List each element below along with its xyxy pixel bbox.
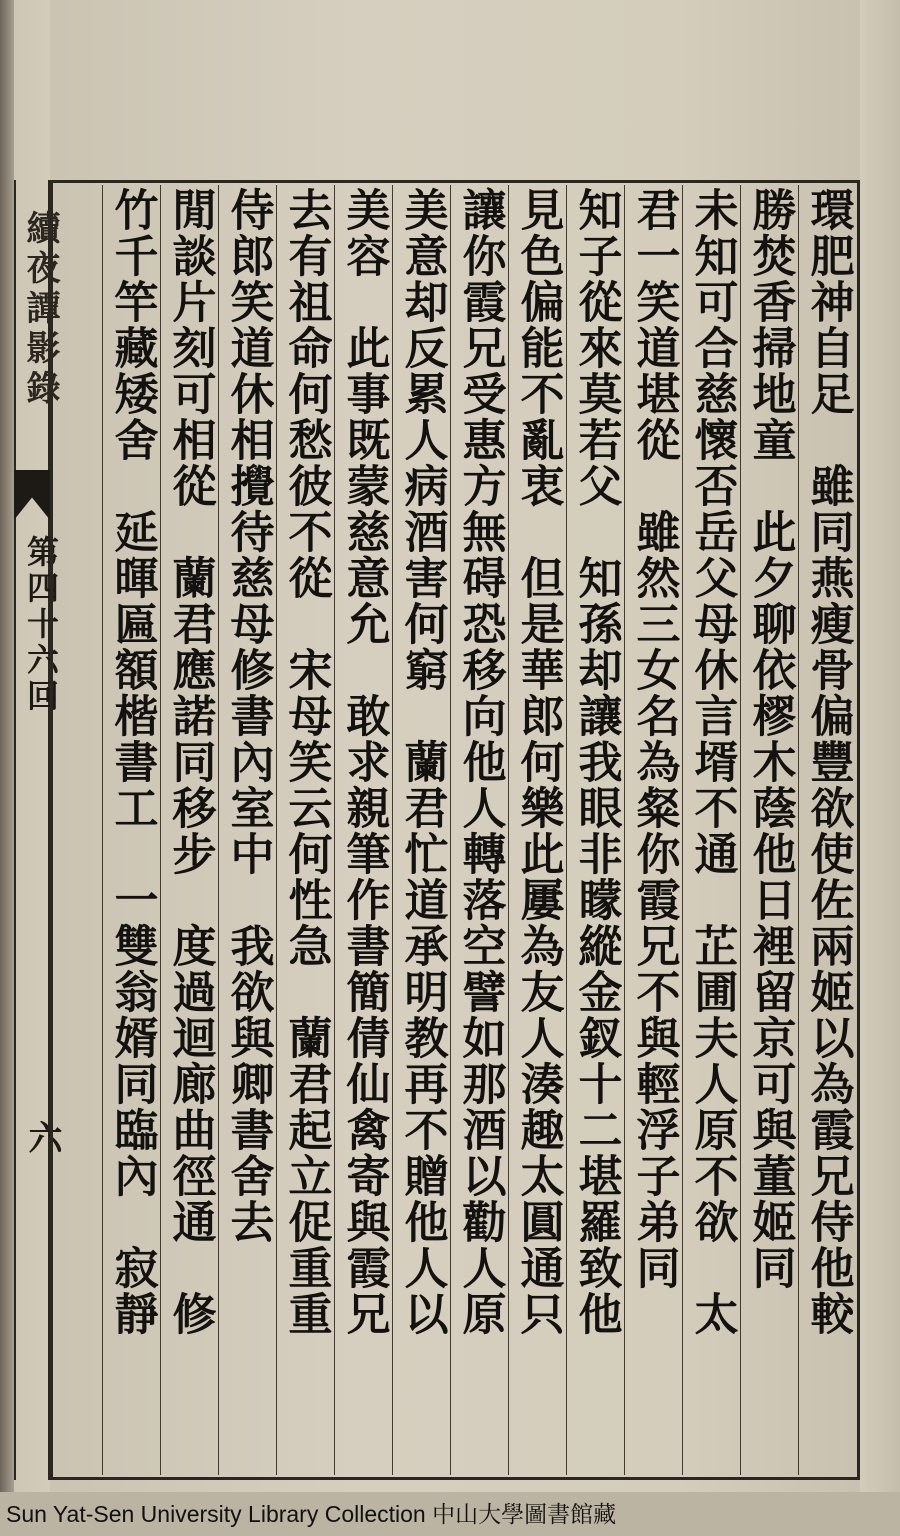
text-column [160,185,218,1475]
text-column [276,185,334,1475]
column-text: 侍郎笑道休相攪待慈母修書內室中 我欲與卿書舍去 [222,187,274,1245]
column-text: 去有祖命何愁彼不從 宋母笑云何性急 蘭君起立促重重 [280,187,332,1337]
chapter-label: 第四十六回 [22,535,60,715]
column-text: 美容 此事既蒙慈意允 敢求親筆作書簡倩仙禽寄與霞兄 [338,187,390,1337]
footer-bar [0,1492,900,1536]
column-text: 君一笑道堪從 雖然三女名為粲你霞兄不與輕浮子弟同 [628,187,680,1291]
column-text: 讓你霞兄受惠方無碍恐移向他人轉落空譬如那酒以勸人原 [454,187,506,1337]
text-column [334,185,392,1475]
column-text: 見色偏能不亂衷 但是華郎何樂此屢為友人湊趣太圓通只 [512,187,564,1337]
right-margin [860,0,900,1536]
column-text: 勝焚香掃地童 此夕聊依樛木蔭他日裡留京可與董姬同 [744,187,796,1291]
column-text: 知子從來莫若父 知孫却讓我眼非矇縱金釵十二堪羅致他 [570,187,622,1337]
column-text: 美意却反累人病酒害何窮 蘭君忙道承明教再不贈他人以 [396,187,448,1337]
folio-number: 六 [22,1120,62,1154]
text-column [798,185,856,1475]
column-text: 環肥神自足 雖同燕瘦骨偏豐欲使佐兩姬以為霞兄侍他較 [802,187,854,1337]
text-column [392,185,450,1475]
text-column [740,185,798,1475]
text-column [624,185,682,1475]
book-title: 續夜譚影錄 [20,210,60,410]
column-text: 閒談片刻可相從 蘭君應諾同移步 度過迴廊曲徑通 修 [164,187,216,1337]
column-text: 竹千竿藏矮舍 延暉匾額楷書工 一雙翁婿同臨內 寂靜 [106,187,158,1337]
binding-edge [0,0,14,1536]
library-credit: Sun Yat-Sen University Library Collection 中山大學圖書館藏 [6,1501,617,1527]
text-column [682,185,740,1475]
column-text: 未知可合慈懷否岳父母休言壻不通 芷圃夫人原不欲 太 [686,187,738,1337]
text-column [450,185,508,1475]
text-column [102,185,160,1475]
text-column [218,185,276,1475]
text-column [508,185,566,1475]
text-column [566,185,624,1475]
